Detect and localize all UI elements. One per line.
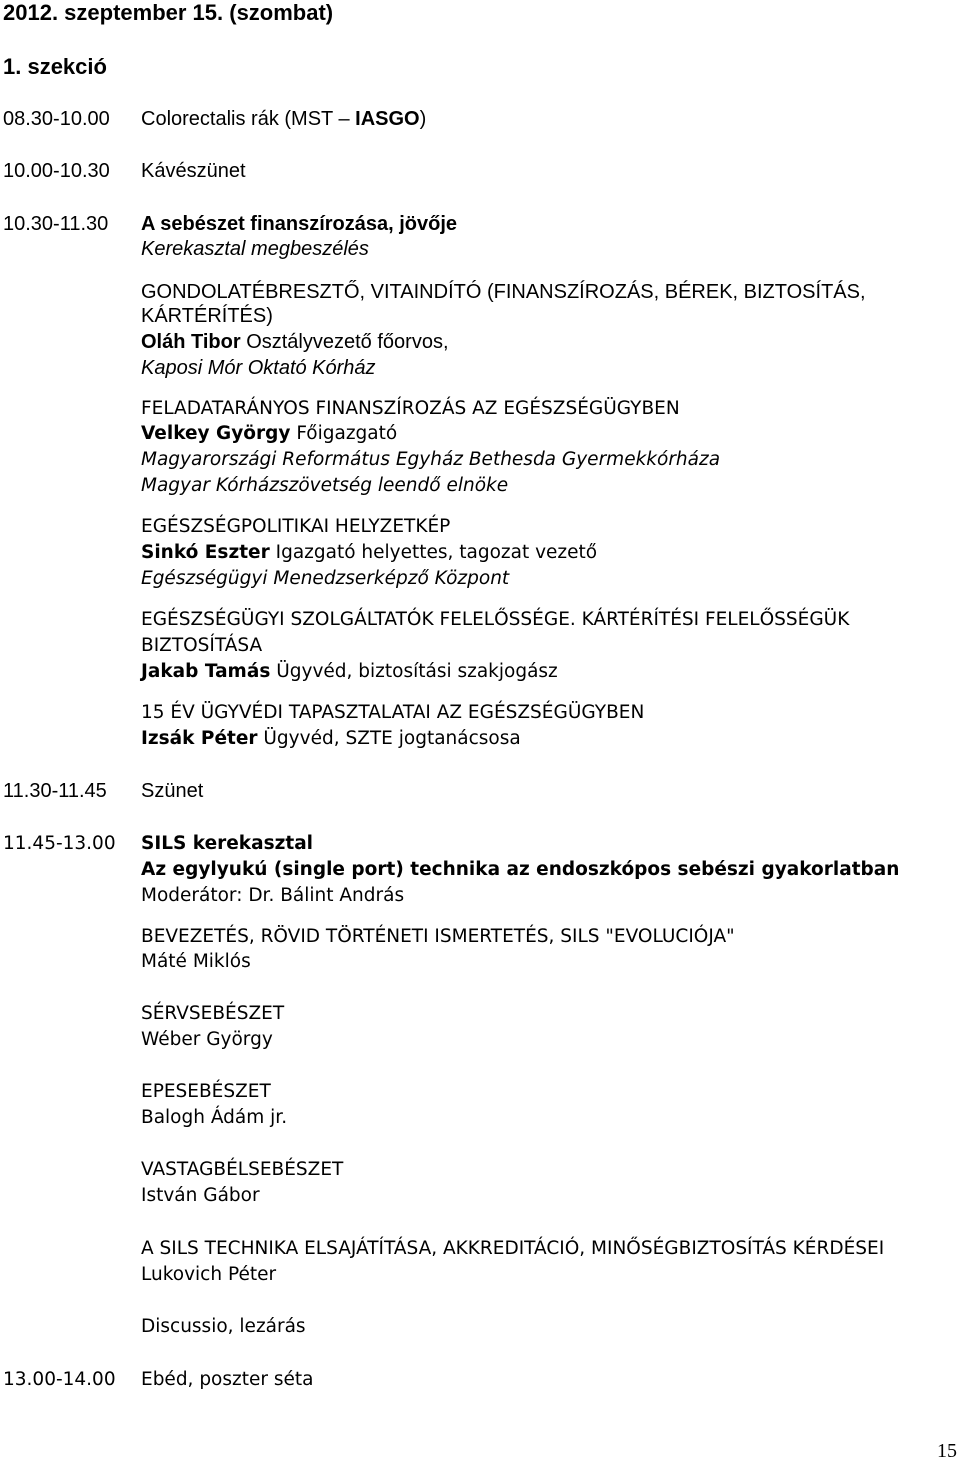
talk-speaker: Lukovich Péter [141,1264,277,1285]
slot-title: Kávészünet [141,160,246,182]
slot-time: 10.30-11.30 [3,213,109,235]
talk-title: SÉRVSEBÉSZET [141,1003,285,1024]
page-number: 15 [937,1440,957,1462]
talk-title: EPESEBÉSZET [141,1081,271,1102]
slot-title: A sebészet finanszírozása, jövője [141,213,458,235]
talk-speaker: István Gábor [141,1185,260,1206]
slot-time: 11.45-13.00 [3,833,116,854]
talk-speaker: Wéber György [141,1029,273,1050]
slot-title: Ebéd, poszter séta [141,1369,314,1390]
talk-title: BIZTOSÍTÁSA [141,635,263,656]
slot-time: 10.00-10.30 [3,160,110,182]
talk-title: FELADATARÁNYOS FINANSZÍROZÁS AZ EGÉSZSÉGÜGYBEN [141,398,680,419]
talk-speaker: Balogh Ádám jr. [141,1107,288,1128]
slot-subtitle: Kerekasztal megbeszélés [141,238,369,260]
slot-time: 08.30-10.00 [3,108,110,130]
section-heading: 1. szekció [3,54,107,79]
talk-speaker: Sinkó Eszter Igazgató helyettes, tagozat vezető [141,542,598,563]
slot-title: Szünet [141,780,204,802]
moderator: Moderátor: Dr. Bálint András [141,885,405,906]
talk-title: VASTAGBÉLSEBÉSZET [141,1159,344,1180]
slot-subtitle: Az egylyukú (single port) technika az endoszkópos sebészi gyakorlatban [141,859,900,880]
slot-time: 11.30-11.45 [3,780,107,802]
talk-title: GONDOLATÉBRESZTŐ, VITAINDÍTÓ (FINANSZÍROZÁS, BÉREK, BIZTOSÍTÁS, [141,281,866,303]
talk-affiliation: Magyarországi Református Egyház Bethesda Gyermekkórháza [141,449,721,470]
talk-title: EGÉSZSÉGPOLITIKAI HELYZETKÉP [141,516,451,537]
talk-speaker: Velkey György Főigazgató [141,423,398,444]
talk-speaker: Oláh Tibor Osztályvezető főorvos, [141,331,449,353]
talk-title: EGÉSZSÉGÜGYI SZOLGÁLTATÓK FELELŐSSÉGE. KÁRTÉRÍTÉSI FELELŐSSÉGÜK [141,609,850,630]
talk-affiliation: Egészségügyi Menedzserképző Központ [141,568,510,589]
talk-affiliation: Magyar Kórházszövetség leendő elnöke [141,475,509,496]
talk-title: BEVEZETÉS, RÖVID TÖRTÉNETI ISMERTETÉS, SILS "EVOLUCIÓJA" [141,926,735,947]
slot-title: Colorectalis rák (MST – IASGO) [141,108,427,130]
talk-speaker: Izsák Péter Ügyvéd, SZTE jogtanácsosa [141,728,521,749]
slot-time: 13.00-14.00 [3,1369,116,1390]
talk-title: KÁRTÉRÍTÉS) [141,305,273,327]
slot-title: SILS kerekasztal [141,833,314,854]
talk-speaker: Jakab Tamás Ügyvéd, biztosítási szakjogász [141,661,558,682]
date-heading: 2012. szeptember 15. (szombat) [3,0,334,25]
talk-affiliation: Kaposi Mór Oktató Kórház [141,357,376,379]
talk-title: A SILS TECHNIKA ELSAJÁTÍTÁSA, AKKREDITÁCIÓ, MINŐSÉGBIZTOSÍTÁS KÉRDÉSEI [141,1238,885,1259]
closing-item: Discussio, lezárás [141,1316,306,1337]
talk-title: 15 ÉV ÜGYVÉDI TAPASZTALATAI AZ EGÉSZSÉGÜGYBEN [141,702,645,723]
talk-speaker: Máté Miklós [141,951,251,972]
